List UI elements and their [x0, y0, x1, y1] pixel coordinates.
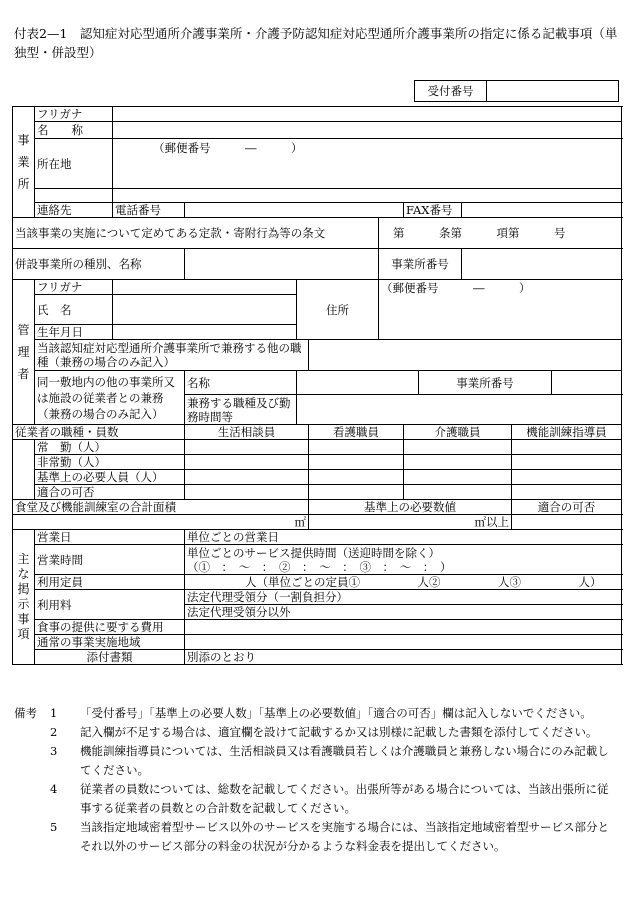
- form-title: [14, 24, 620, 62]
- staff-col-2: 介護職員: [404, 425, 512, 440]
- staff-cell[interactable]: [185, 455, 309, 470]
- area-required-label: 基準上の必要数値: [309, 500, 512, 515]
- manager-birth-label: 生年月日: [35, 325, 113, 340]
- receipt-box: [414, 80, 619, 102]
- staff-indent: [13, 470, 35, 485]
- manager-concurrent-label: 当該認知症対応型通所介護事業所で兼務する他の職種（兼務の場合のみ記入）: [35, 340, 309, 371]
- items-meal-field[interactable]: [185, 620, 622, 635]
- staff-col-0: 生活相談員: [185, 425, 309, 440]
- staff-cell[interactable]: [512, 440, 622, 455]
- items-days-label: 営業日: [35, 530, 185, 545]
- office-postal-field[interactable]: （郵便番号 ― ）: [113, 139, 622, 189]
- annex-number-field[interactable]: [462, 249, 622, 280]
- office-contact-label: 連絡先: [35, 203, 113, 218]
- staff-row-1: 非常勤（人）: [35, 455, 185, 470]
- staff-cell: [512, 470, 622, 485]
- items-capacity-field[interactable]: 人（単位ごとの定員① 人② 人③ 人）: [185, 575, 622, 590]
- staff-cell: [185, 485, 309, 500]
- manager-section-label: 管理者: [13, 280, 35, 425]
- staff-indent: [13, 440, 35, 455]
- items-days-field[interactable]: 単位ごとの営業日: [185, 530, 622, 545]
- office-address-label: 所在地: [35, 139, 113, 189]
- form-title-text: 認知症対応型通所介護事業所・介護予防認知症対応型通所介護事業所の指定に係る記載事項（単独型・併設型）: [14, 26, 618, 60]
- staff-cell: [309, 485, 404, 500]
- items-capacity-label: 利用定員: [35, 575, 185, 590]
- notes-section: [14, 704, 620, 856]
- note-5: 5 当該指定地域密着型サービス以外のサービスを実施する場合には、当該指定地域密着型サービス部分とそれ以外のサービス部分の料金の状況が分かるような料金表を提出してください。: [50, 820, 609, 853]
- annex-field[interactable]: [185, 249, 379, 280]
- items-area-label: 通常の事業実施地域: [35, 635, 185, 650]
- office-name-field[interactable]: [113, 122, 622, 139]
- manager-other-number-field[interactable]: [552, 371, 622, 395]
- items-fee-field-1[interactable]: 法定代理受領分（一割負担分）: [185, 590, 622, 605]
- manager-name-label: 氏 名: [35, 295, 113, 325]
- items-hours-line1: 単位ごとのサービス提供時間（送迎時間を除く）: [187, 545, 440, 560]
- manager-other-job-field[interactable]: [297, 395, 622, 425]
- note-4: 4 従業者の員数については、総数を記載してください。出張所等がある場合については、当該出張所に従事する従業者の員数との合計数を記載してください。: [50, 782, 609, 815]
- items-hours-line2: （① ： ～ ： ② ： ～ ： ③ ： ～ ： ）: [187, 559, 452, 574]
- office-section-label: 事業所: [13, 107, 35, 218]
- staff-indent: [13, 455, 35, 470]
- staff-cell[interactable]: [404, 440, 512, 455]
- items-fee-label: 利用料: [35, 590, 185, 620]
- manager-concurrent-field[interactable]: [309, 340, 622, 371]
- staff-cell: [404, 470, 512, 485]
- manager-address-label: 住所: [297, 280, 379, 340]
- manager-other-name-label: 名称: [185, 371, 297, 395]
- staff-col-1: 看護職員: [309, 425, 404, 440]
- application-form: [12, 106, 622, 665]
- manager-furigana-field[interactable]: [113, 280, 297, 295]
- items-hours-label: 営業時間: [35, 545, 185, 575]
- office-phone-label: 電話番号: [113, 203, 185, 218]
- regulation-field[interactable]: 第 条第 項第 号: [379, 218, 622, 249]
- manager-birth-field[interactable]: [113, 325, 297, 340]
- office-address-spacer: [35, 189, 113, 203]
- manager-other-label: 同一敷地内の他の事業所又は施設の従業者との兼務（兼務の場合のみ記入）: [35, 371, 185, 425]
- staff-row-3: 適合の可否: [35, 485, 185, 500]
- note-1: 備考 1 「受付番号」「基準上の必要人数」「基準上の必要数値」「適合の可否」欄は記入しないでください。: [14, 704, 620, 723]
- staff-header: 従業者の職種・員数: [13, 425, 185, 440]
- annex-label: 併設事業所の種別、名称: [13, 249, 185, 280]
- items-attach-field[interactable]: 別添のとおり: [185, 650, 622, 665]
- staff-cell: [512, 485, 622, 500]
- note-2: 2 記入欄が不足する場合は、適宜欄を設けて記載するか又は別様に記載した書類を添付してください。: [50, 725, 598, 739]
- office-name-label: 名 称: [35, 122, 113, 139]
- staff-cell: [185, 470, 309, 485]
- area-value-field[interactable]: ㎡: [13, 515, 309, 530]
- area-fit-label: 適合の可否: [512, 500, 622, 515]
- office-fax-field[interactable]: [462, 203, 622, 218]
- manager-address-field[interactable]: （郵便番号 ― ）: [379, 280, 622, 340]
- staff-cell[interactable]: [185, 440, 309, 455]
- items-meal-label: 食事の提供に要する費用: [35, 620, 185, 635]
- items-section-label: 主な掲示事項: [13, 530, 35, 665]
- office-furigana-label: フリガナ: [35, 107, 113, 122]
- staff-cell[interactable]: [404, 455, 512, 470]
- annex-number-label: 事業所番号: [379, 249, 462, 280]
- note-3: 3 機能訓練指導員については、生活相談員又は看護職員若しくは介護職員と兼務しない場合にのみ記載してください。: [50, 744, 609, 777]
- office-address-field[interactable]: [113, 189, 622, 203]
- manager-other-job-label: 兼務する職種及び勤務時間等: [185, 395, 297, 425]
- staff-cell[interactable]: [309, 455, 404, 470]
- area-label: 食堂及び機能訓練室の合計面積: [13, 500, 309, 515]
- area-fit-field: [512, 515, 622, 530]
- items-fee-field-2[interactable]: 法定代理受領分以外: [185, 605, 622, 620]
- staff-cell[interactable]: [512, 455, 622, 470]
- items-attach-label: 添付書類: [35, 650, 185, 665]
- manager-name-field[interactable]: [113, 295, 297, 325]
- staff-col-3: 機能訓練指導員: [512, 425, 622, 440]
- office-furigana-field[interactable]: [113, 107, 622, 122]
- receipt-number-field[interactable]: [487, 81, 619, 102]
- items-area-field[interactable]: [185, 635, 622, 650]
- area-required-field: ㎡以上: [309, 515, 512, 530]
- manager-furigana-label: フリガナ: [35, 280, 113, 295]
- office-fax-label: FAX番号: [404, 203, 462, 218]
- staff-cell[interactable]: [309, 440, 404, 455]
- form-number: 付表2—1: [14, 26, 68, 41]
- regulation-label: 当該事業の実施について定めてある定款・寄附行為等の条文: [13, 218, 379, 249]
- staff-row-0: 常 勤（人）: [35, 440, 185, 455]
- receipt-label: 受付番号: [415, 81, 487, 102]
- staff-cell: [404, 485, 512, 500]
- manager-other-name-field[interactable]: [297, 371, 419, 395]
- staff-indent: [13, 485, 35, 500]
- staff-cell: [309, 470, 404, 485]
- items-hours-field[interactable]: [185, 545, 622, 575]
- notes-label: 備考: [14, 706, 37, 720]
- office-phone-field[interactable]: [185, 203, 404, 218]
- manager-other-number-label: 事業所番号: [419, 371, 552, 395]
- staff-row-2: 基準上の必要人員（人）: [35, 470, 185, 485]
